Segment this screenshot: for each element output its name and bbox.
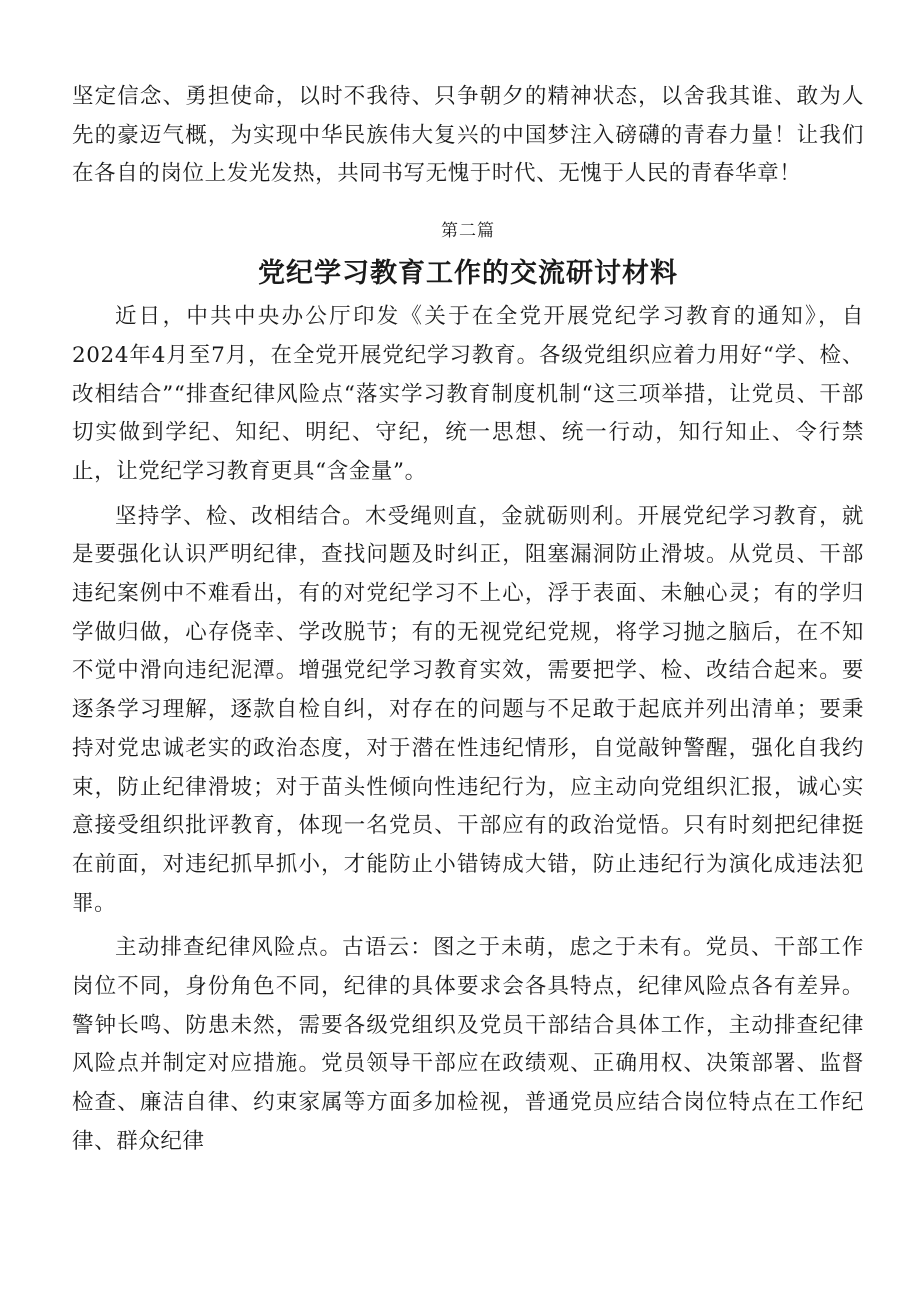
document-page: [72, 78, 864, 1162]
document-title: 党纪学习教育工作的交流研讨材料: [258, 258, 678, 290]
section-label: 第二篇: [441, 221, 495, 242]
intro-paragraph: 近日，中共中央办公厅印发《关于在全党开展党纪学习教育的通知》，自2024年4月至7月，在全党开展党纪学习教育。各级党组织应着力用好“学、检、改相结合”“排查纪律风险点“落实学习教育制度机制“这三项举措，让党员、干部切实做到学纪、知纪、明纪、守纪，统一思想、统一行动，知行知止、令行禁止，让党纪学习教育更具“含金量”。: [72, 304, 864, 484]
carryover-paragraph: 坚定信念、勇担使命，以时不我待、只争朝夕的精神状态，以舍我其谁、敢为人先的豪迈气概，为实现中华民族伟大复兴的中国梦注入磅礴的青春力量！让我们在各自的岗位上发光发热，共同书写无愧于时代、无愧于人民的青春华章！: [72, 84, 864, 187]
body-paragraph-learn-check-correct: 坚持学、检、改相结合。木受绳则直，金就砺则利。开展党纪学习教育，就是要强化认识严明纪律，查找问题及时纠正，阻塞漏洞防止滑坡。从党员、干部违纪案例中不难看出，有的对党纪学习不上心，浮于表面、未触心灵；有的学归学做归做，心存侥幸、学改脱节；有的无视党纪党规，将学习抛之脑后，在不知不觉中滑向违纪泥潭。增强党纪学习教育实效，需要把学、检、改结合起来。要逐条学习理解，逐款自检自纠，对存在的问题与不足敢于起底并列出清单；要秉持对党忠诚老实的政治态度，对于潜在性违纪情形，自觉敲钟警醒，强化自我约束，防止纪律滑坡；对于苗头性倾向性违纪行为，应主动向党组织汇报，诚心实意接受组织批评教育，体现一名党员、干部应有的政治觉悟。只有时刻把纪律挺在前面，对违纪抓早抓小，才能防止小错铸成大错，防止违纪行为演化成违法犯罪。: [72, 503, 864, 916]
body-paragraph-risk-points: 主动排查纪律风险点。古语云：图之于未萌，虑之于未有。党员、干部工作岗位不同，身份角色不同，纪律的具体要求会各具特点，纪律风险点各有差异。警钟长鸣、防患未然，需要各级党组织及党员干部结合具体工作，主动排查纪律风险点并制定对应措施。党员领导干部应在政绩观、正确用权、决策部署、监督检查、廉洁自律、约束家属等方面多加检视，普通党员应结合岗位特点在工作纪律、群众纪律: [72, 935, 864, 1154]
